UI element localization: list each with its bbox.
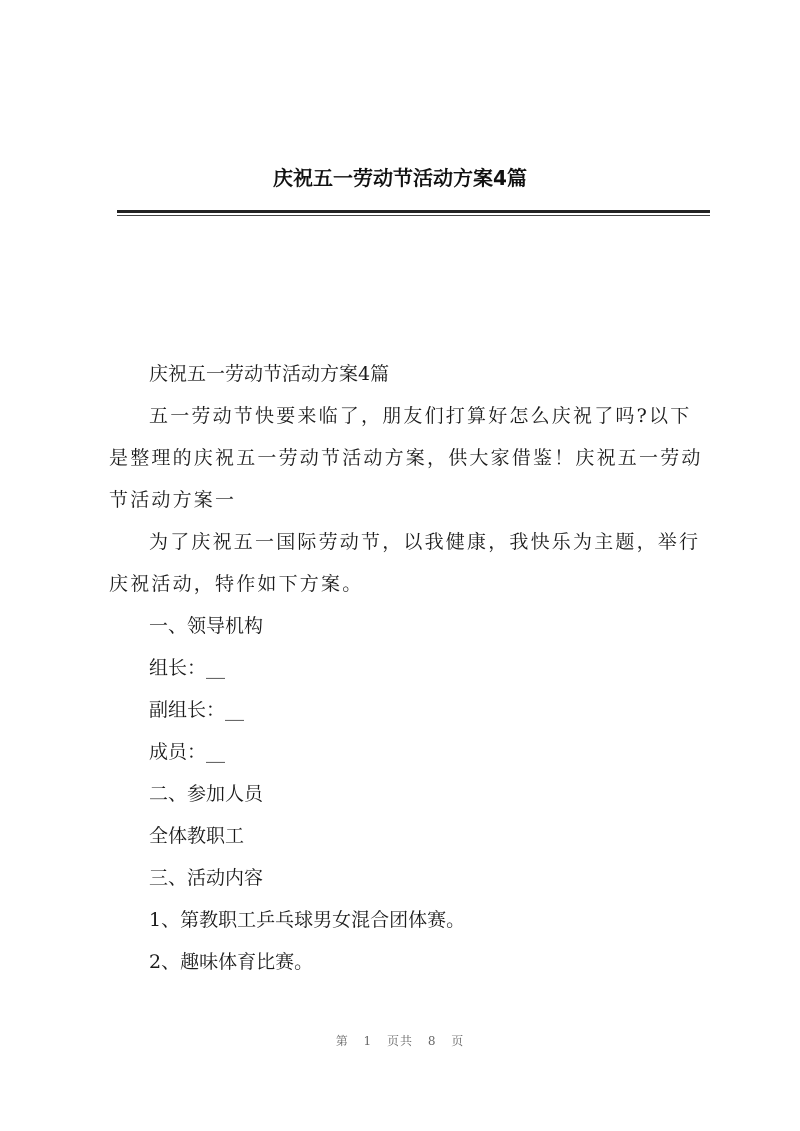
page-number: 第 1 页共 8 页 <box>335 1034 465 1048</box>
section-heading: 三、活动内容 <box>149 867 264 889</box>
list-item: 2、趣味体育比赛。 <box>149 951 314 973</box>
page-title: 庆祝五一劳动节活动方案4篇 <box>273 166 527 190</box>
paragraph: 庆祝五一劳动节活动方案4篇 <box>149 363 390 385</box>
document-body <box>109 353 709 983</box>
paragraph: 五一劳动节快要来临了，朋友们打算好怎么庆祝了吗?以下是整理的庆祝五一劳动节活动方案，供大家借鉴！庆祝五一劳动节活动方案一 <box>109 405 703 511</box>
list-item: 1、第教职工乒乓球男女混合团体赛。 <box>149 909 466 931</box>
paragraph: 副组长：__ <box>149 699 245 721</box>
paragraph: 成员：__ <box>149 741 226 763</box>
section-heading: 二、参加人员 <box>149 783 264 805</box>
section-heading: 一、领导机构 <box>149 615 264 637</box>
paragraph: 为了庆祝五一国际劳动节，以我健康，我快乐为主题，举行庆祝活动，特作如下方案。 <box>109 531 701 595</box>
title-divider-thin <box>117 215 710 216</box>
paragraph: 全体教职工 <box>149 825 245 847</box>
title-divider <box>117 210 710 213</box>
paragraph: 组长：__ <box>149 657 226 679</box>
